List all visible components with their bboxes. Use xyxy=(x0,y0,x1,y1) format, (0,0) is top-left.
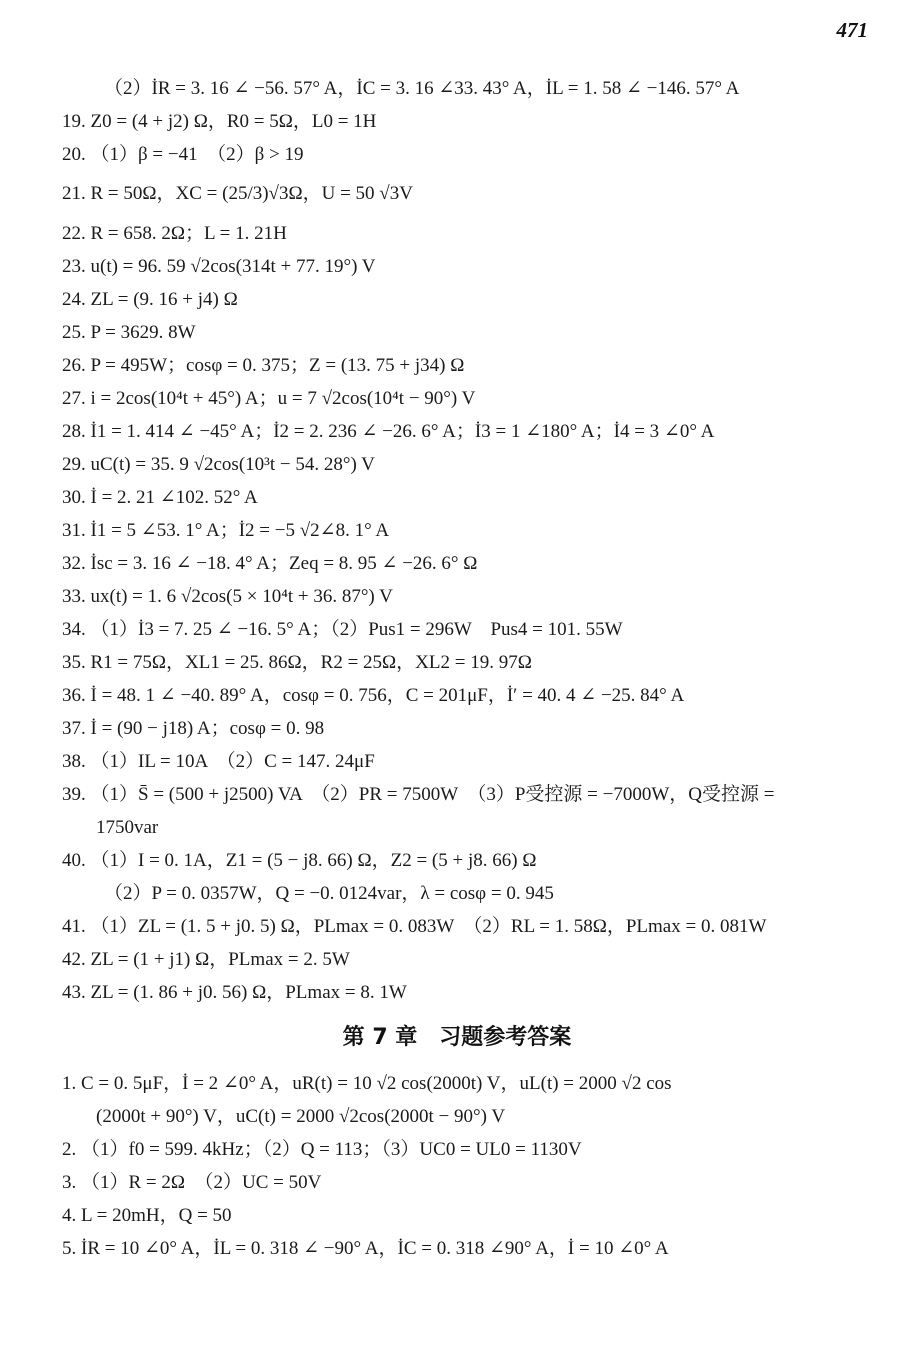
answer-line: （2）İR = 3. 16 ∠ −56. 57° A，İC = 3. 16 ∠33. 43° A，İL = 1. 58 ∠ −146. 57° A xyxy=(104,78,740,99)
answer-line: 32. İsc = 3. 16 ∠ −18. 4° A；Zeq = 8. 95 ∠ −26. 6° Ω xyxy=(62,553,478,574)
answer-line: 20. （1）β = −41 （2）β > 19 xyxy=(62,144,304,165)
answer-line: 30. İ = 2. 21 ∠102. 52° A xyxy=(62,487,258,508)
answer-line: 33. ux(t) = 1. 6 √2cos(5 × 10⁴t + 36. 87°) V xyxy=(62,586,393,607)
answer-line: 4. L = 20mH，Q = 50 xyxy=(62,1205,232,1226)
answer-line: 1750var xyxy=(96,817,159,838)
answer-line: 39. （1）S̄ = (500 + j2500) VA （2）PR = 7500W （3）P受控源 = −7000W，Q受控源 = xyxy=(62,784,775,805)
answer-line: 3. （1）R = 2Ω （2）UC = 50V xyxy=(62,1172,322,1193)
answer-line: 22. R = 658. 2Ω；L = 1. 21H xyxy=(62,223,287,244)
answer-line: 31. İ1 = 5 ∠53. 1° A；İ2 = −5 √2∠8. 1° A xyxy=(62,520,390,541)
answer-line: 35. R1 = 75Ω，XL1 = 25. 86Ω，R2 = 25Ω，XL2 = 19. 97Ω xyxy=(62,652,532,673)
answer-line: 2. （1）f0 = 599. 4kHz；（2）Q = 113；（3）UC0 = UL0 = 1130V xyxy=(62,1139,582,1160)
answer-line: 28. İ1 = 1. 414 ∠ −45° A；İ2 = 2. 236 ∠ −26. 6° A；İ3 = 1 ∠180° A；İ4 = 3 ∠0° A xyxy=(62,421,715,442)
answer-line: 24. ZL = (9. 16 + j4) Ω xyxy=(62,289,238,310)
answer-list xyxy=(62,72,892,1265)
answer-line: 37. İ = (90 − j18) A；cosφ = 0. 98 xyxy=(62,718,325,739)
answer-line: 21. R = 50Ω，XC = (25/3)√3Ω，U = 50 √3V xyxy=(62,183,413,204)
answer-line: 41. （1）ZL = (1. 5 + j0. 5) Ω，PLmax = 0. 083W （2）RL = 1. 58Ω，PLmax = 0. 081W xyxy=(62,916,767,937)
answer-line: 5. İR = 10 ∠0° A，İL = 0. 318 ∠ −90° A，İC = 0. 318 ∠90° A，İ = 10 ∠0° A xyxy=(62,1238,669,1259)
answer-line: 29. uC(t) = 35. 9 √2cos(10³t − 54. 28°) V xyxy=(62,454,375,475)
answer-line: 19. Z0 = (4 + j2) Ω，R0 = 5Ω，L0 = 1H xyxy=(62,111,377,132)
page-number: 471 xyxy=(836,18,868,42)
answer-line: 27. i = 2cos(10⁴t + 45°) A；u = 7 √2cos(10⁴t − 90°) V xyxy=(62,388,476,409)
answer-line: 25. P = 3629. 8W xyxy=(62,322,196,343)
answer-line: 34. （1）İ3 = 7. 25 ∠ −16. 5° A；（2）Pus1 = 296W Pus4 = 101. 55W xyxy=(62,619,623,640)
answer-line: 1. C = 0. 5μF，İ = 2 ∠0° A，uR(t) = 10 √2 cos(2000t) V，uL(t) = 2000 √2 cos xyxy=(62,1073,672,1094)
answer-line: 23. u(t) = 96. 59 √2cos(314t + 77. 19°) V xyxy=(62,256,376,277)
answer-line: 43. ZL = (1. 86 + j0. 56) Ω，PLmax = 8. 1W xyxy=(62,982,407,1003)
answer-line: 40. （1）I = 0. 1A，Z1 = (5 − j8. 66) Ω，Z2 = (5 + j8. 66) Ω xyxy=(62,850,537,871)
answer-line: 42. ZL = (1 + j1) Ω，PLmax = 2. 5W xyxy=(62,949,350,970)
answer-line: (2000t + 90°) V，uC(t) = 2000 √2cos(2000t − 90°) V xyxy=(96,1106,506,1127)
answer-line: 38. （1）IL = 10A （2）C = 147. 24μF xyxy=(62,751,375,772)
answer-line: 36. İ = 48. 1 ∠ −40. 89° A，cosφ = 0. 756，C = 201μF，İ′ = 40. 4 ∠ −25. 84° A xyxy=(62,685,685,706)
answer-line: 26. P = 495W；cosφ = 0. 375；Z = (13. 75 + j34) Ω xyxy=(62,355,465,376)
chapter-title: 第 7 章 习题参考答案 xyxy=(342,1025,572,1050)
answer-line: （2）P = 0. 0357W，Q = −0. 0124var，λ = cosφ = 0. 945 xyxy=(104,883,554,904)
